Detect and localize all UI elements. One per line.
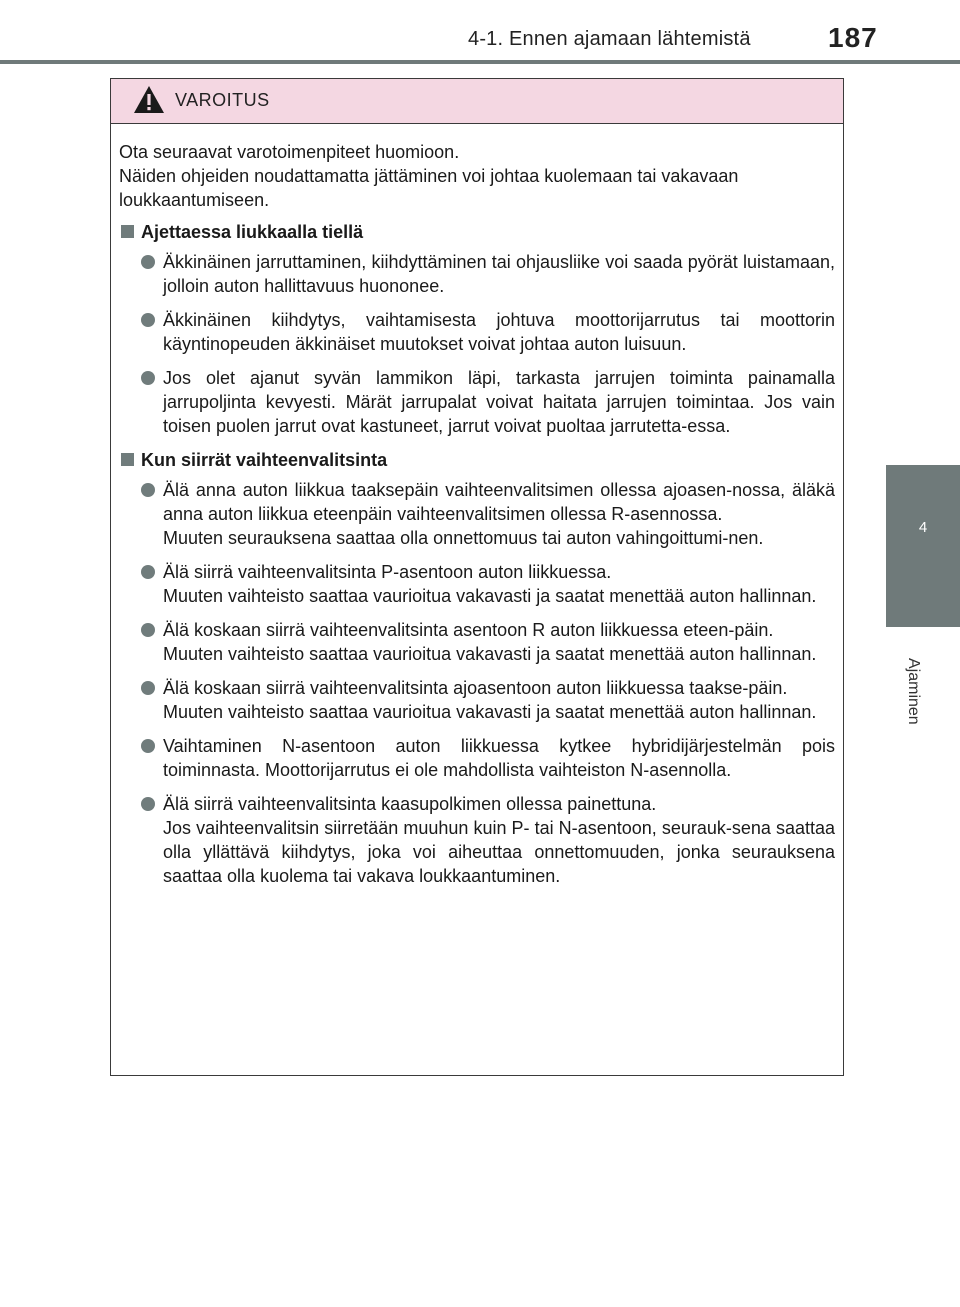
list-item [119,676,835,724]
circle-bullet-icon [141,739,155,753]
page-number: 187 [828,22,878,53]
circle-bullet-icon [141,483,155,497]
list-item-text: Muuten vaihteisto saattaa vaurioitua vakavasti ja saatat menettää auton hallinnan. [163,644,817,664]
circle-bullet-icon [141,565,155,579]
circle-bullet-icon [141,623,155,637]
intro-line: Ota seuraavat varotoimenpiteet huomioon. [119,142,460,162]
warning-box [110,78,844,1076]
section-heading-text: Kun siirrät vaihteenvalitsinta [141,450,388,470]
list-item-text: Älä anna auton liikkua taaksepäin vaihteenvalitsimen ollessa ajoasen-nossa, äläkä anna auton liikkua eteenpäin vaihteenvalitsimen ollessa R-asennossa. [163,480,835,524]
list-item-text: Jos olet ajanut syvän lammikon läpi, tarkasta jarrujen toiminta painamalla jarrupoljinta kevyesti. Märät jarrupalat voivat haitata jarrujen toimintaa. Jos vain toisen puolen jarrut ovat kastuneet, jarrut voivat puoltaa jarrutetta-essa. [163,368,835,436]
list-item [119,478,835,550]
warning-header [111,79,843,124]
intro-line: Näiden ohjeiden noudattamatta jättäminen voi johtaa kuolemaan tai vakavaan loukkaantumiseen. [119,166,739,210]
chapter-title: 4-1. Ennen ajamaan lähtemistä [468,28,751,50]
list-item [119,250,835,298]
section-heading [119,448,835,472]
list-item [119,366,835,438]
circle-bullet-icon [141,797,155,811]
list-item-text: Älä siirrä vaihteenvalitsinta P-asentoon auton liikkuessa. [163,562,612,582]
warning-title: VAROITUS [175,90,270,110]
list-item-text: Muuten vaihteisto saattaa vaurioitua vakavasti ja saatat menettää auton hallinnan. [163,586,817,606]
list-item-text: Älä siirrä vaihteenvalitsinta kaasupolkimen ollessa painettuna. [163,794,657,814]
chapter-tab-number: 4 [918,519,928,536]
square-bullet-icon [121,225,134,238]
list-item [119,560,835,608]
list-item [119,792,835,888]
list-item-text: Muuten seurauksena saattaa olla onnettomuus tai auton vahingoittumi-nen. [163,528,764,548]
section-slippery-road [119,220,835,438]
circle-bullet-icon [141,681,155,695]
list-item-text: Äkkinäinen jarruttaminen, kiihdyttäminen tai ohjausliike voi saada pyörät luistamaan, jolloin auton hallittavuus huononee. [163,252,835,296]
circle-bullet-icon [141,371,155,385]
section-heading-text: Ajettaessa liukkaalla tiellä [141,222,364,242]
circle-bullet-icon [141,313,155,327]
square-bullet-icon [121,453,134,466]
warning-intro [119,140,835,212]
circle-bullet-icon [141,255,155,269]
warning-body [111,124,843,888]
list-item [119,308,835,356]
list-item-text: Muuten vaihteisto saattaa vaurioitua vakavasti ja saatat menettää auton hallinnan. [163,702,817,722]
list-item-text: Älä koskaan siirrä vaihteenvalitsinta asentoon R auton liikkuessa eteen-päin. [163,620,774,640]
section-gear-selector [119,448,835,888]
list-item [119,734,835,782]
chapter-tab [886,465,960,627]
list-item-text: Jos vaihteenvalitsin siirretään muuhun kuin P- tai N-asentoon, seurauk-sena saattaa olla yllättävä kiihdytys, joka voi aiheuttaa onnettomuuden, jonka seurauksena saattaa olla kuolema tai vakava loukkaantuminen. [163,818,835,886]
warning-triangle-icon [133,85,165,115]
header-divider [0,60,960,64]
section-heading [119,220,835,244]
chapter-tab-label: Ajaminen [905,658,922,725]
list-item-text: Älä koskaan siirrä vaihteenvalitsinta ajoasentoon auton liikkuessa taakse-päin. [163,678,788,698]
list-item-text: Vaihtaminen N-asentoon auton liikkuessa kytkee hybridijärjestelmän pois toiminnasta. Moottorijarrutus ei ole mahdollista vaihteiston N-asennolla. [163,736,835,780]
list-item [119,618,835,666]
list-item-text: Äkkinäinen kiihdytys, vaihtamisesta johtuva moottorijarrutus tai moottorin käyntinopeuden äkkinäiset muutokset voivat johtaa auton luisuun. [163,310,835,354]
